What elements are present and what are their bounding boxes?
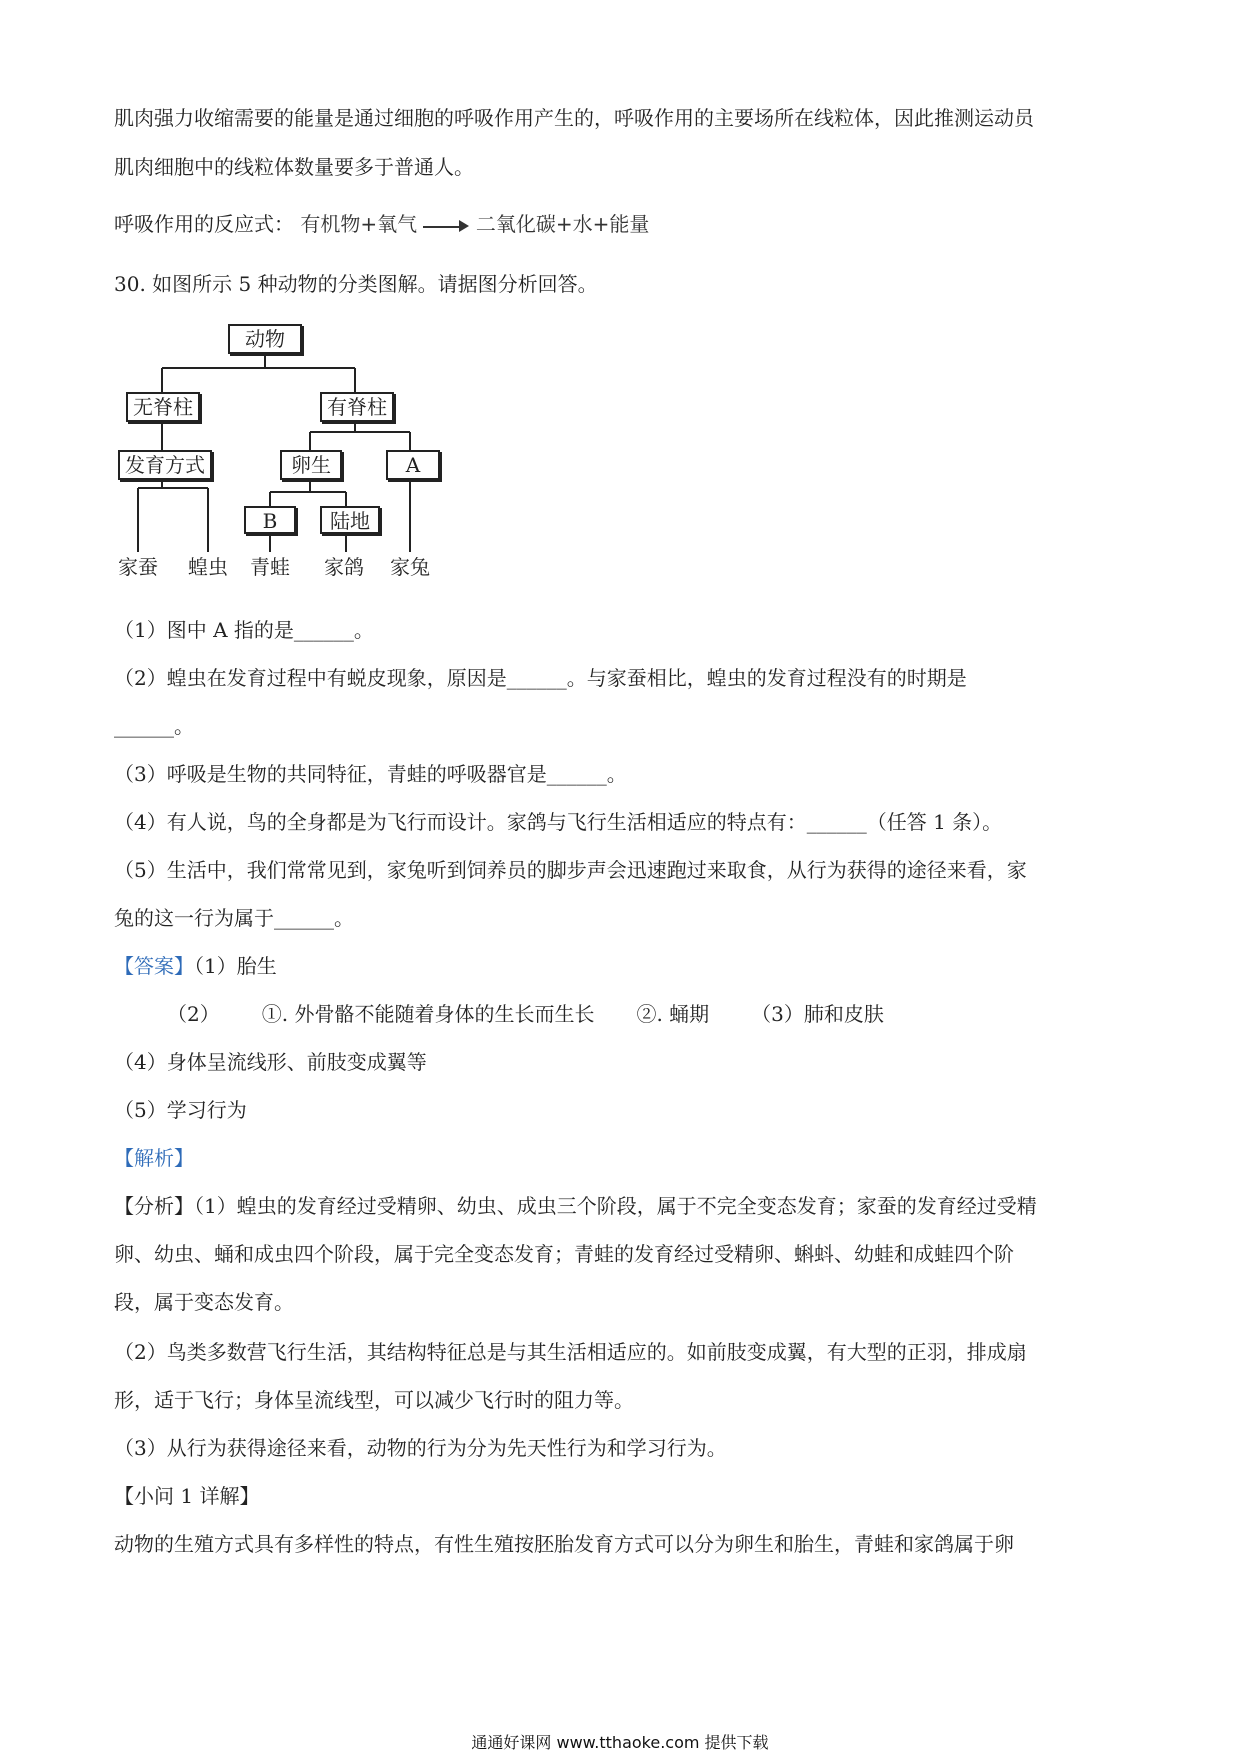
question-2a: （2）蝗虫在发育过程中有蜕皮现象，原因是______。与家蚕相比，蝗虫的发育过程没有的时期是 [114, 666, 967, 690]
detail-text: 动物的生殖方式具有多样性的特点，有性生殖按胚胎发育方式可以分为卵生和胎生，青蛙和家鸽属于卵 [114, 1532, 1014, 1556]
node-oviparous: 卵生 [280, 450, 342, 480]
detail-label: 【小问 1 详解】 [114, 1484, 260, 1508]
question-1: （1）图中 A 指的是______。 [114, 618, 374, 642]
node-animal: 动物 [228, 324, 302, 354]
formula-label: 呼吸作用的反应式： [114, 212, 294, 236]
analysis-point-3: （3）从行为获得途径来看，动物的行为分为先天性行为和学习行为。 [114, 1436, 727, 1460]
question-title: 30. 如图所示 5 种动物的分类图解。请据图分析回答。 [114, 272, 598, 296]
answer-2-num: （2） [167, 1002, 220, 1026]
answer-4: （4）身体呈流线形、前肢变成翼等 [114, 1050, 427, 1074]
leaf-silkworm: 家蚕 [118, 555, 158, 579]
node-a: A [386, 450, 440, 480]
analysis-fenxi-1: 【分析】（1）蝗虫的发育经过受精卵、幼虫、成虫三个阶段，属于不完全变态发育；家蚕的发育经过受精 [114, 1194, 1037, 1218]
node-development: 发育方式 [118, 450, 212, 480]
formula-right: 二氧化碳+水+能量 [475, 212, 650, 236]
analysis-label: 【解析】 [114, 1146, 194, 1170]
answer-2-part-1: ①. 外骨骼不能随着身体的生长而生长 [261, 1002, 595, 1026]
node-b: B [244, 506, 296, 534]
analysis-point-2b: 形，适于飞行；身体呈流线型，可以减少飞行时的阻力等。 [114, 1388, 634, 1412]
question-5b: 兔的这一行为属于______。 [114, 906, 354, 930]
node-invertebrate: 无脊柱 [126, 392, 200, 422]
respiration-formula [114, 210, 649, 238]
node-vertebrate: 有脊柱 [320, 392, 394, 422]
analysis-fenxi-2: 卵、幼虫、蛹和成虫四个阶段，属于完全变态发育；青蛙的发育经过受精卵、蝌蚪、幼蛙和成蛙四个阶 [114, 1242, 1014, 1266]
question-4: （4）有人说，鸟的全身都是为飞行而设计。家鸽与飞行生活相适应的特点有：______（任答 1 条）。 [114, 810, 1003, 834]
answer-label: 【答案】 [114, 954, 194, 978]
answer-2-part-2: ②. 蛹期 [636, 1002, 710, 1026]
answer-line-1 [114, 952, 277, 980]
formula-left: 有机物+氧气 [300, 212, 418, 236]
leaf-pigeon: 家鸽 [324, 555, 364, 579]
leaf-frog: 青蛙 [250, 555, 290, 579]
analysis-point-2a: （2）鸟类多数营飞行生活，其结构特征总是与其生活相适应的。如前肢变成翼，有大型的正羽，排成扇 [114, 1340, 1027, 1364]
leaf-rabbit: 家兔 [390, 555, 430, 579]
intro-line-1: 肌肉强力收缩需要的能量是通过细胞的呼吸作用产生的，呼吸作用的主要场所在线粒体，因此推测运动员 [114, 106, 1034, 130]
animal-classification-diagram [110, 320, 450, 582]
answer-3: （3）肺和皮肤 [751, 1002, 884, 1026]
node-land: 陆地 [320, 506, 380, 534]
question-3: （3）呼吸是生物的共同特征，青蛙的呼吸器官是______。 [114, 762, 627, 786]
answer-line-2 [167, 1000, 884, 1028]
question-2b: ______。 [114, 714, 194, 738]
question-5a: （5）生活中，我们常常见到，家兔听到饲养员的脚步声会迅速跑过来取食，从行为获得的途径来看，家 [114, 858, 1027, 882]
intro-line-2: 肌肉细胞中的线粒体数量要多于普通人。 [114, 155, 474, 179]
footer-watermark: 通通好课网 www.tthaoke.com 提供下载 [471, 1733, 769, 1752]
analysis-fenxi-3: 段，属于变态发育。 [114, 1290, 294, 1314]
answer-1: （1）胎生 [194, 954, 277, 978]
answer-5: （5）学习行为 [114, 1098, 247, 1122]
leaf-locust: 蝗虫 [188, 555, 228, 579]
